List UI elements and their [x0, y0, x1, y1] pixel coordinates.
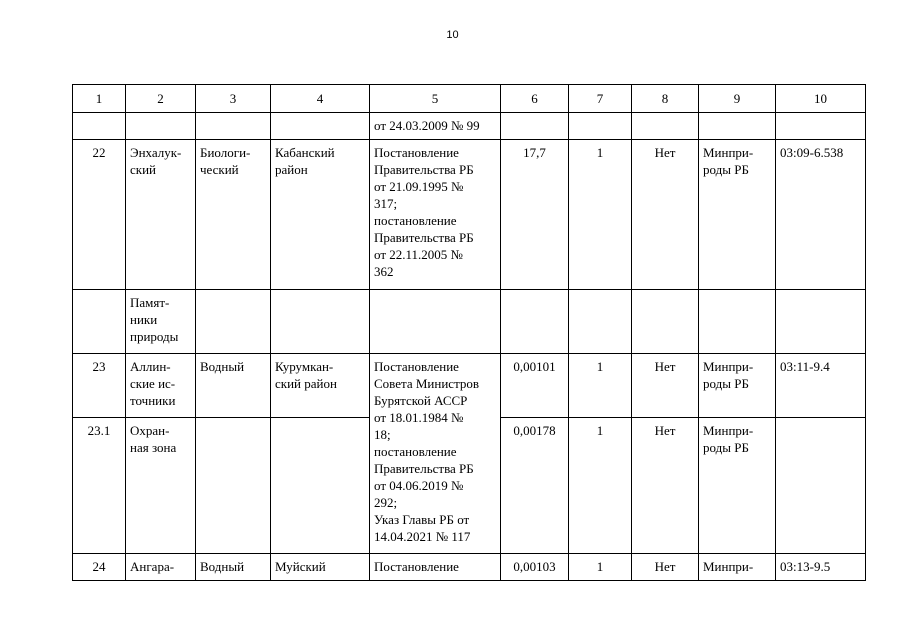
flag-cell: Нет [632, 354, 699, 418]
profile-cell [196, 418, 271, 554]
authority-cell [699, 113, 776, 140]
row-number-cell [73, 290, 126, 354]
row-number-cell: 23.1 [73, 418, 126, 554]
column-header: 9 [699, 85, 776, 113]
profile-cell [196, 113, 271, 140]
area-cell: 0,00101 [501, 354, 569, 418]
table-row [73, 290, 866, 354]
table-row [73, 140, 866, 290]
profile-cell [196, 290, 271, 354]
row-number-cell: 24 [73, 554, 126, 581]
area-cell: 0,00178 [501, 418, 569, 554]
authority-cell [699, 290, 776, 354]
area-cell: 0,00103 [501, 554, 569, 581]
area-cell [501, 290, 569, 354]
location-cell [271, 418, 370, 554]
row-number-cell: 22 [73, 140, 126, 290]
table-row [73, 113, 866, 140]
column-header: 7 [569, 85, 632, 113]
flag-cell [632, 290, 699, 354]
authority-cell: Минпри- роды РБ [699, 418, 776, 554]
area-cell [501, 113, 569, 140]
profile-cell: Водный [196, 354, 271, 418]
code-cell [776, 418, 866, 554]
flag-cell: Нет [632, 554, 699, 581]
column-header: 5 [370, 85, 501, 113]
column-header: 6 [501, 85, 569, 113]
count-cell: 1 [569, 354, 632, 418]
code-cell [776, 113, 866, 140]
table-row [73, 554, 866, 581]
flag-cell: Нет [632, 140, 699, 290]
name-cell [126, 113, 196, 140]
name-cell: Энхалук- ский [126, 140, 196, 290]
location-cell: Курумкан- ский район [271, 354, 370, 418]
protected-areas-table [72, 84, 866, 581]
name-cell: Памят- ники природы [126, 290, 196, 354]
page-number: 10 [446, 29, 459, 41]
location-cell: Кабанский район [271, 140, 370, 290]
column-header: 2 [126, 85, 196, 113]
basis-cell: от 24.03.2009 № 99 [370, 113, 501, 140]
location-cell [271, 113, 370, 140]
authority-cell: Минпри- [699, 554, 776, 581]
code-cell: 03:09-6.538 [776, 140, 866, 290]
column-header: 8 [632, 85, 699, 113]
profile-cell: Водный [196, 554, 271, 581]
basis-cell [370, 290, 501, 354]
name-cell: Аллин- ские ис- точники [126, 354, 196, 418]
location-cell [271, 290, 370, 354]
name-cell: Ангара- [126, 554, 196, 581]
count-cell [569, 113, 632, 140]
basis-cell: Постановление Совета Министров Бурятской АССР от 18.01.1984 № 18; постановление Правительства РБ от 04.06.2019 № 292; Указ Главы РБ от 14.04.2021 № 117 [370, 354, 501, 554]
flag-cell: Нет [632, 418, 699, 554]
profile-cell: Биологи- ческий [196, 140, 271, 290]
row-number-cell: 23 [73, 354, 126, 418]
basis-cell: Постановление [370, 554, 501, 581]
code-cell: 03:13-9.5 [776, 554, 866, 581]
table-row [73, 354, 866, 418]
table-header-row [73, 85, 866, 113]
name-cell: Охран- ная зона [126, 418, 196, 554]
area-cell: 17,7 [501, 140, 569, 290]
column-header: 4 [271, 85, 370, 113]
code-cell: 03:11-9.4 [776, 354, 866, 418]
count-cell: 1 [569, 418, 632, 554]
flag-cell [632, 113, 699, 140]
count-cell: 1 [569, 140, 632, 290]
row-number-cell [73, 113, 126, 140]
basis-cell: Постановление Правительства РБ от 21.09.1995 № 317; постановление Правительства РБ от 22.11.2005 № 362 [370, 140, 501, 290]
column-header: 3 [196, 85, 271, 113]
authority-cell: Минпри- роды РБ [699, 140, 776, 290]
count-cell: 1 [569, 554, 632, 581]
column-header: 1 [73, 85, 126, 113]
count-cell [569, 290, 632, 354]
location-cell: Муйский [271, 554, 370, 581]
authority-cell: Минпри- роды РБ [699, 354, 776, 418]
code-cell [776, 290, 866, 354]
column-header: 10 [776, 85, 866, 113]
